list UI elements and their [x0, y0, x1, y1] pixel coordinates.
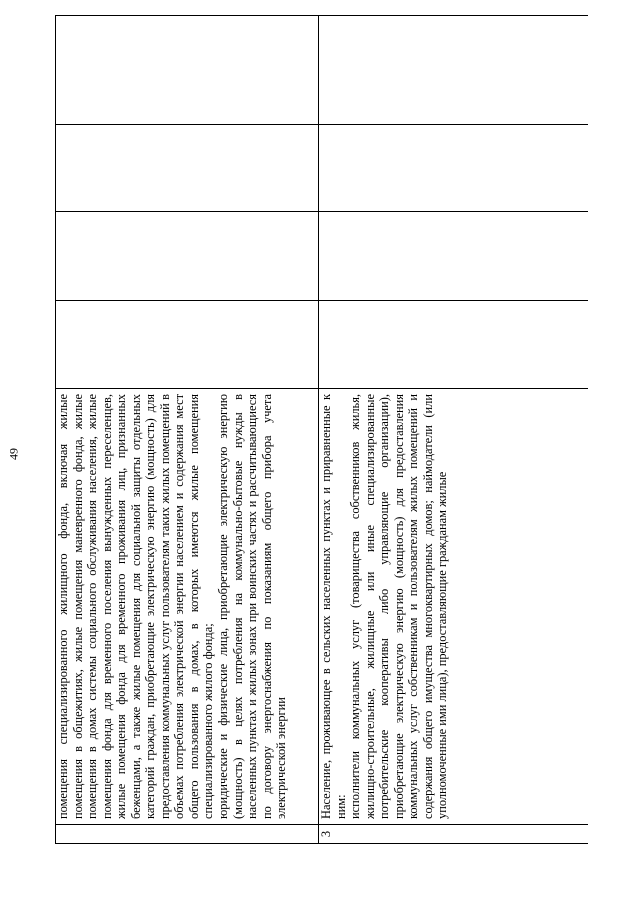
description-paragraph: исполнители коммунальных услуг (товарищества собственников жилья, жилищно-строительные, жилищные или иные специализированные потребительские кооперативы либо управляющие организации), приобретающие электрическую энергию (мощность) для предоставления коммунальных услуг собственникам и пользователям жилых помещений и содержания общего имущества многоквартирных домов; наймодатели (или уполномоченные ими лица), предоставляющие гражданам жилые: [348, 394, 450, 819]
empty-cell: [319, 125, 588, 212]
description-paragraph: помещения специализированного жилищного фонда, включая жилые помещения в общежитиях, жилые помещения маневренного фонда, жилые помещения в домах системы социального обслуживания населения, жилые помещения фонда для временного поселения вынужденных переселенцев, жилые помещения фонда для временного проживания лиц, признанных беженцами, а также жилые помещения для социальной защиты отдельных категорий граждан, приобретающие электрическую энергию (мощность) для предоставления коммунальных услуг пользователям таких жилых помещений в объемах потребления электрической энергии населением и содержания мест общего пользования в домах, в которых имеются жилые помещения специализированного жилого фонда;: [56, 394, 216, 819]
empty-cell: [319, 212, 588, 301]
row-number-cell: [56, 825, 319, 844]
empty-cell: [56, 212, 319, 301]
empty-cell: [56, 301, 319, 389]
tariff-table-container: [55, 36, 587, 844]
table-row: [56, 16, 319, 844]
tariff-table: [55, 15, 588, 844]
consumer-description-cell: [56, 389, 319, 825]
empty-cell: [319, 301, 588, 389]
empty-cell: [56, 16, 319, 125]
page-number: 49: [6, 448, 21, 460]
tariff-table-rotated: [55, 36, 587, 844]
empty-cell: [56, 125, 319, 212]
consumer-description-cell: [319, 389, 588, 825]
table-row: [319, 16, 588, 844]
description-paragraph: юридические и физические лица, приобретающие электрическую энергию (мощность) в целях потребления на коммунально-бытовые нужды в населенных пунктах и жилых зонах при воинских частях и рассчитывающиеся по договору энергоснабжения по показаниям общего прибора учета электрической энергии: [216, 394, 289, 819]
row-number-cell: 3: [319, 825, 588, 844]
description-paragraph: Население, проживающее в сельских населенных пунктах и приравненные к ним:: [319, 394, 348, 819]
empty-cell: [319, 16, 588, 125]
